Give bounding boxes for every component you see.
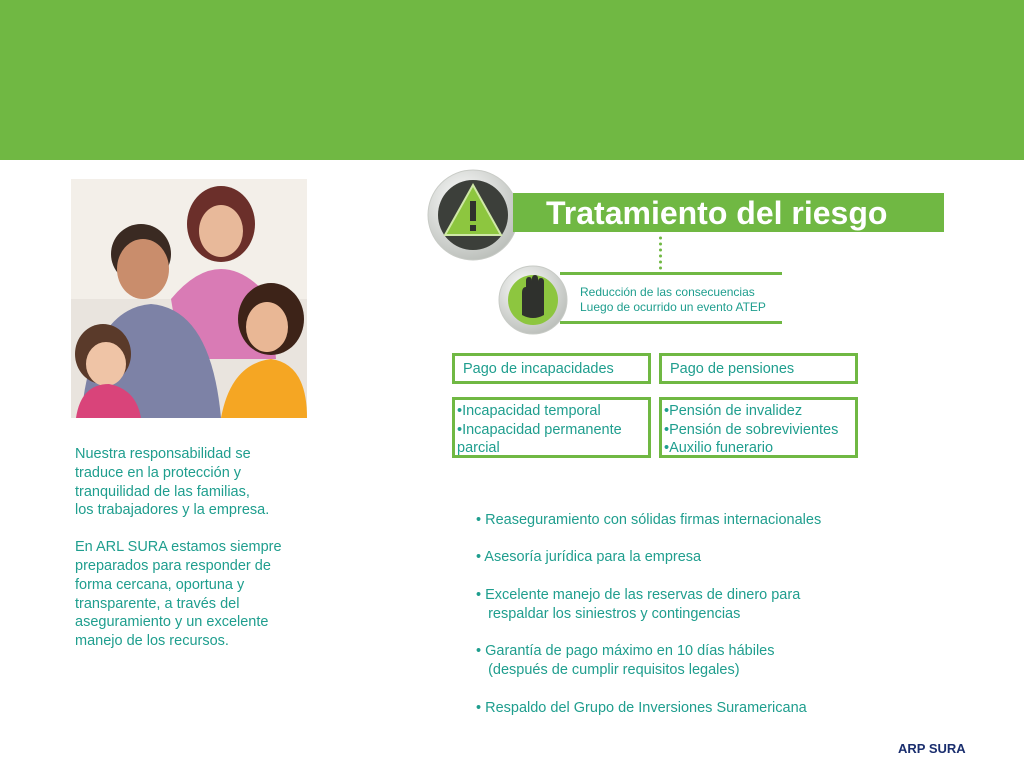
consequence-reduction-box: [560, 272, 782, 324]
incapacity-items-box: [452, 397, 651, 458]
footer-brand: ARP SURA: [898, 741, 966, 756]
pension-payment-title: Pago de pensiones: [670, 361, 795, 377]
responsibility-paragraph: Nuestra responsabilidad se traduce en la protección y tranquilidad de las familias, los trabajadores y la empresa.: [75, 446, 270, 519]
hand-stop-icon: [498, 265, 568, 335]
pension-payment-header: [659, 353, 858, 384]
list-item: • Respaldo del Grupo de Inversiones Suramericana: [476, 699, 807, 716]
incapacity-items: •Incapacidad temporal •Incapacidad permanente parcial: [457, 403, 622, 457]
list-item: • Garantía de pago máximo en 10 días hábiles (después de cumplir requisitos legales): [476, 643, 775, 679]
header-band: [0, 0, 1024, 160]
diagram-title: Tratamiento del riesgo: [546, 195, 888, 231]
left-description: [75, 445, 315, 669]
incapacity-payment-header: [452, 353, 651, 384]
list-item: • Excelente manejo de las reservas de dinero para respaldar los siniestros y contingencias: [476, 586, 801, 622]
family-photo: [71, 179, 307, 418]
list-item: • Reaseguramiento con sólidas firmas internacionales: [476, 511, 822, 528]
sub-line-1: Reducción de las consecuencias: [580, 285, 755, 299]
pension-items-box: [659, 397, 858, 458]
title-bar: [513, 193, 944, 232]
incapacity-payment-title: Pago de incapacidades: [463, 361, 614, 377]
arl-sura-paragraph: En ARL SURA estamos siempre preparados para responder de forma cercana, oportuna y transparente, a través del aseguramiento y un excelente manejo de los recursos.: [75, 539, 282, 650]
benefits-list: [476, 492, 821, 736]
warning-icon: [427, 169, 519, 261]
pension-items: •Pensión de invalidez •Pensión de sobrevivientes •Auxilio funerario: [664, 403, 839, 457]
sub-line-2: Luego de ocurrido un evento ATEP: [580, 300, 766, 314]
dotted-connector: [659, 236, 662, 272]
list-item: • Asesoría jurídica para la empresa: [476, 549, 702, 566]
